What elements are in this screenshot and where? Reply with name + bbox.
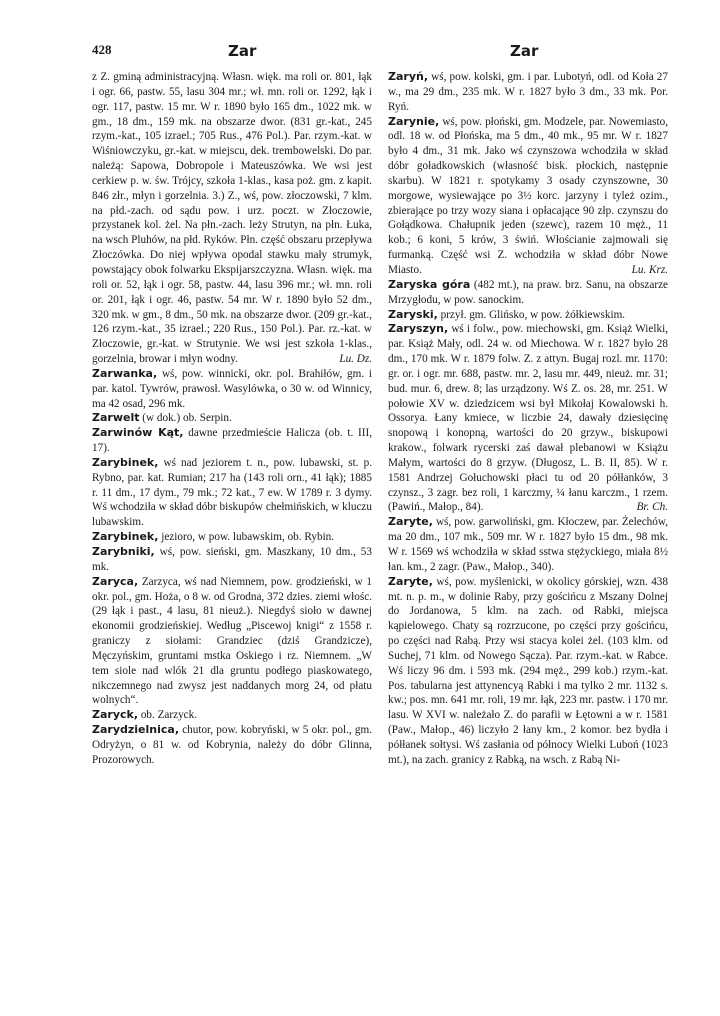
dictionary-entry: [388, 115, 668, 278]
entry-headword: Zaryszyn,: [388, 322, 449, 336]
entry-text: Zarzyca, wś nad Niemnem, pow. grodzieński, w 1 okr. pol., gm. Hoża, o 8 w. od Grodna, 372 dzies. ziemi włośc. (29 łąk i past., 4 lasu, 81 nieuż.). Niegdyś sioło w dawnej ekonomii grodzieńskiej. Według „Piscewoj knigi“ z 1558 r. graniczy z siołami: Grandziec (dziś Grandzicze), Męczyńskim, gruntami mstka Oskiego i rz. Niemnem. „W tem siole nad wlók 21 dla gruntu podłego piaskowatego, nikczemnego nad zwysz jest naddanych morg 24, od płatu wolnych“.: [92, 575, 372, 707]
entry-text: ob. Zarzyck.: [140, 709, 198, 722]
dictionary-entry: [388, 70, 668, 115]
running-head-right: Zar: [510, 42, 539, 60]
entry-text: z Z. gminą administracyjną. Własn. więk. ma roli or. 801, łąk i ogr. 66, pastw. 55, lasu 304 mr.; wł. mn. roli or. 1292, łąk i ogr. 117, pastw. 15 mr. W r. 1890 było 165 dm., 1022 mk. w gm., 18 dm., 159 mk. na obszarze dwor. (831 gr.-kat., 245 rzym.-kat., 105 izrael.; 705 Rus., 476 Pol.). Par. rzym.-kat. w Wiśniowczyku, gr.-kat. w miejscu, dek. trembowelski. Do par. należą: Sapowa, Dobropole i Mateuszówka. We wsi jest cerkiew p. w. św. Trójcy, szkoła 1-klas., kasa poż. gm. z kapit. 846 złr., młyn i gorzelnia. 3.) Z., wś, pow. złoczowski, 7 klm. na płd.-zach. od sądu pow. i urz. poczt. w Złoczowie, przystanek kol. żel. Na płn.-zach. leży Strutyn, na płn. Łuka, na wsch Pluhów, na płd. Ryków. Płn. część obszaru przepływa Złoczówka. Do niej wpływa opodal stawku mały strumyk, powstający obok folwarku Ekspijarszczyzna. Własn. więk. ma roli or. 52, łąk i ogr. 58, pastw. 44, lasu 396 mr.; wł. mn. roli or. 201, łąk i ogr. 46, pastw. 54 mr. W r. 1890 było 52 dm., 320 mk. w gm., 8 dm., 50 mk. na obszarze dwor. (209 gr.-kat., 126 rzym.-kat., 35 izrael.; 220 Rus., 150 Pol.). Par. rz.-kat. w Złoczowie, gr.-kat. w Strutynie. We wsi jest szkoła 1-klas., gorzelnia, browar i młyn wodny.: [92, 71, 372, 366]
entry-headword: Zarwinów Kąt,: [92, 426, 184, 440]
entry-text: (w dok.) ob. Serpin.: [142, 412, 232, 425]
dictionary-entry: [388, 515, 668, 574]
entry-text: wś i folw., pow. miechowski, gm. Książ Wielki, par. Książ Mały, odl. 24 w. od Miechowa. W r. 1827 było 28 dm., 170 mk. W r. 1879 folw. Z. z attyn. Bugaj rozl. mr. 1170: gr. or. i ogr. mr. 688, pastw. mr. 2, lasu mr. 449, nieuż. mr. 31; bud. mur. 6, drew. 8; las urządzony. Wś Z. os. 28, mr. 251. W połowie XV w. dziedzicem wsi był Mikołaj Kowalowski h. Ossorya. Łany kmiece, w liczbie 24, dawały dziesięcinę snopową i konopną, wartości do 20 grzyw., biskupowi krakow., folwark rycerski zaś dawał plebanowi w Książu Małym, wartości do 8 grzyw. (Długosz, L. B. II, 85). W r. 1581 Andrzej Gołuchowski płaci tu od 20 półłanków, 3 czynsz., 3 zagr. bez roli, 1 karczmy, ¼ łanu karczm., 1 rzem. (Pawiń., Małop., 84).: [388, 323, 668, 514]
dictionary-entry: [388, 575, 668, 768]
entry-text: wś, pow. garwoliński, gm. Kłoczew, par. Żelechów, ma 20 dm., 107 mk., 509 mr. W r. 1827 było 15 dm., 98 mk. W r. 1569 wś wchodziła w skład sstwa stężyckiego, miała 8½ łan. km., 2 zagr. (Paw., Małop., 340).: [388, 516, 668, 573]
entry-headword: Zarybniki,: [92, 545, 155, 558]
dictionary-entry: [92, 367, 372, 412]
page-number: 428: [92, 42, 112, 57]
dictionary-entry: [92, 456, 372, 530]
entry-headword: Zaryska góra: [388, 277, 471, 291]
entry-headword: Zarynie,: [388, 114, 440, 128]
entry-headword: Zaryń,: [388, 70, 429, 83]
dictionary-entry: [92, 411, 372, 426]
entry-text: wś, pow. myślenicki, w okolicy górskiej, wzn. 438 mt. n. p. m., w dolinie Raby, przy gościńcu z Mszany Dolnej do Jordanowa, 5 klm. na zach. od Rabki, miejsca kąpielowego. Chaty są rozrzucone, po części przy gościńcu, po części nad Rabą. Przy wsi stacya kolei żel. (103 klm. od Suchej, 71 klm. od Nowego Sącza). Par. rzym.-kat. w Rabce. Wś liczy 96 dm. i 593 mk. (294 męż., 299 kob.) rzym.-kat. Pos. tabularna jest attynencyą Rabki i ma tylko 2 mr. 1132 s. kw.; pos. mn. 641 mr. roli, 19 mr. łąk, 223 mr. pastw. i 170 mr. lasu. W XVI w. należało Z. do parafii w Łętowni a w r. 1581 (Paw., Małop., 46) liczyło 2 łany km., 2 komor. bez bydła i półłanek sołtysi. Wś zasłania od północy Wielki Luboń (1023 mt.), na zach. granicy z Rabką, na wsch. z Rabą Ni-: [388, 575, 668, 766]
entry-headword: Zarybinek,: [92, 455, 159, 469]
entry-headword: Zaryte,: [388, 574, 433, 588]
entry-headword: Zarydzielnica,: [92, 723, 179, 737]
right-column: [388, 70, 668, 950]
dictionary-entry: [92, 545, 372, 575]
entry-signature: Br. Ch.: [636, 501, 668, 514]
left-column: [92, 70, 372, 950]
entry-headword: Zaryck,: [92, 708, 139, 722]
entry-text: jezioro, w pow. lubawskim, ob. Rybin.: [161, 531, 335, 544]
entry-text: wś nad jeziorem t. n., pow. lubawski, st. p. Rybno, par. kat. Rumian; 217 ha (143 roli orn., 41 łąk); 1885 r. 11 dm., 17 dym., 79 mk.; 72 kat., 7 ew. W 1789 r. 3 dymy. Wś wchodziła w skład dóbr biskupów chełmińskich, w kluczu lubawskim.: [92, 456, 372, 529]
entry-text: przył. gm. Glińsko, w pow. żółkiewskim.: [440, 308, 626, 321]
dictionary-entry: [388, 308, 668, 323]
dictionary-entry: [388, 278, 668, 308]
dictionary-entry: [92, 530, 372, 545]
dictionary-entry: [92, 70, 372, 367]
entry-text: (482 mt.), na praw. brz. Sanu, na obszarze Mrzygłodu, w pow. sanockim.: [388, 278, 668, 306]
entry-headword: Zarwelt: [92, 411, 140, 425]
entry-signature: Lu. Krz.: [631, 263, 668, 276]
dictionary-entry: [92, 426, 372, 456]
dictionary-entry: [92, 708, 372, 723]
dictionary-entry: [92, 575, 372, 709]
page-header: [92, 42, 666, 62]
entry-headword: Zaryski,: [388, 307, 438, 321]
entry-text: chutor, pow. kobryński, w 5 okr. pol., gm. Odryżyn, o 81 w. od Kobrynia, należy do dóbr Glinna, Prozorowych.: [92, 724, 372, 766]
dictionary-entry: [388, 322, 668, 515]
running-head-left: Zar: [228, 42, 257, 60]
entry-text: wś, pow. kolski, gm. i par. Lubotyń, odl. od Koła 27 w., ma 29 dm., 235 mk. W r. 1827 było 3 dm., 33 mk. Por. Ryń.: [388, 71, 668, 113]
entry-signature: Lu. Dz.: [339, 353, 372, 366]
entry-headword: Zarybinek,: [92, 530, 159, 544]
entry-headword: Zaryca,: [92, 574, 139, 588]
entry-text: wś, pow. sieński, gm. Maszkany, 10 dm., 53 mk.: [92, 546, 372, 573]
entry-headword: Zarwanka,: [92, 366, 158, 380]
entry-text: wś, pow. płoński, gm. Modzele, par. Nowemiasto, odl. 18 w. od Płońska, ma 5 dm., 40 mk., 95 mr. W r. 1827 było 4 dm., 31 mk. Jako wś czynszowa wchodziła w skład dóbr goładkowskich (własność bisk. płockich, następnie skarbu). W 1821 r. spotykamy 3 osady czynszowne, 30 morgowe, wysiewające po 3½ korc. jarzyny i tyleż ozim., zbierające po trzy wozy siana i opłacające 90 złp. czynszu do Gołądkowa. Chałupnik jeden (szewc), razem 10 męż., 11 kob.; 6 koni, 5 krów, 3 świń. Włościanie zajmowali się furmanką. Część wsi Z. wchodziła w skład dóbr Nowe Miasto.: [388, 115, 668, 276]
entry-text: wś, pow. winnicki, okr. pol. Brahiłów, gm. i par. katol. Tywrów, prawosł. Wasylówka, o 30 w. od Winnicy, ma 42 osad, 296 mk.: [92, 367, 372, 410]
entry-headword: Zaryte,: [388, 515, 433, 529]
dictionary-entry: [92, 723, 372, 768]
entry-text: dawne przedmieście Halicza (ob. t. III, 17).: [92, 427, 372, 455]
